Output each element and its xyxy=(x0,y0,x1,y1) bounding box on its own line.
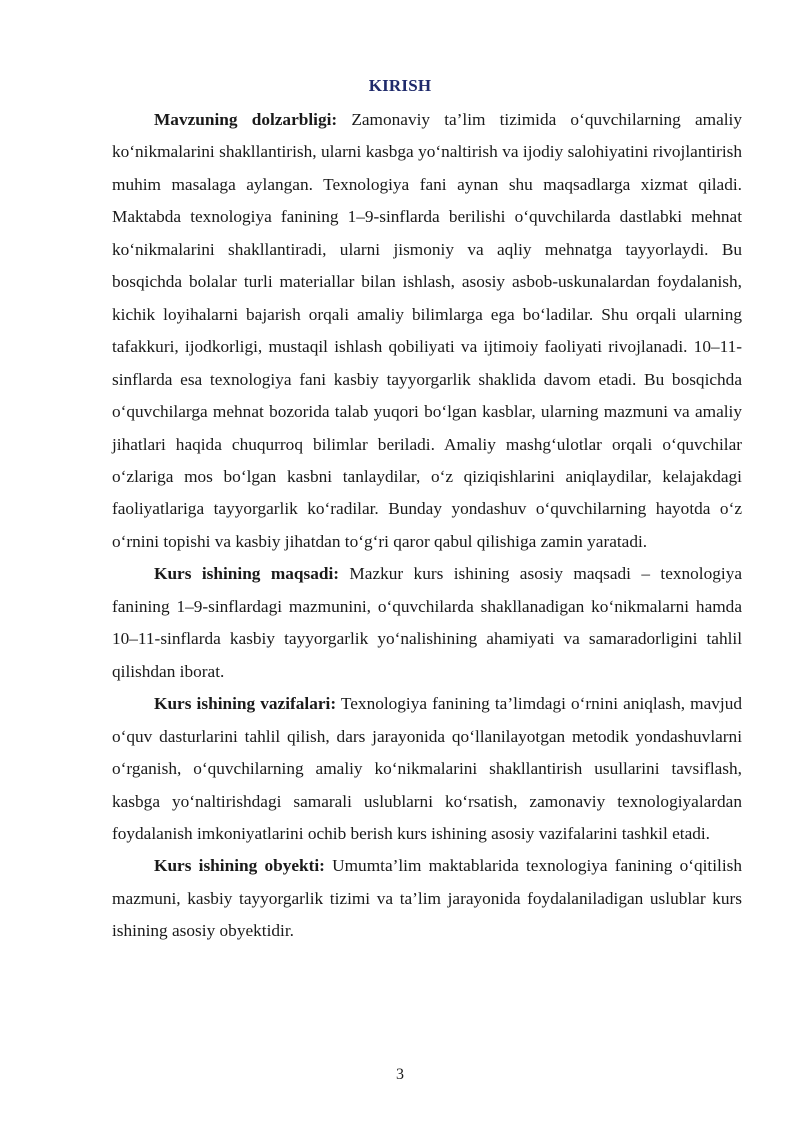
paragraph-lead: Mavzuning dolzarbligi: xyxy=(154,110,338,129)
paragraph-lead: Kurs ishining vazifalari: xyxy=(154,694,337,714)
paragraph-tasks xyxy=(112,688,742,850)
paragraph-text: Zamonaviy ta’lim tizimida o‘quvchilarning amaliy ko‘nikmalarini shakllantirish, ularni kasbga yo‘naltirish va ijodiy salohiyatini rivojlantirish muhim masalaga aylangan. Texnologiya fani aynan shu maqsadlarga xizmat qiladi. Maktabda texnologiya fanining 1–9-sinflarda berilishi o‘quvchilarda dastlabki mehnat ko‘nikmalarini shakllantiradi, ularni jismoniy va aqliy mehnatga tayyorlaydi. Bu bosqichda bolalar turli materiallar bilan ishlash, asosiy asbob-uskunalardan foydalanish, kichik loyihalarni bajarish orqali amaliy bilimlarga ega bo‘ladilar. Shu orqali ularning tafakkuri, ijodkorligi, mustaqil ishlash qobiliyati va ijtimoiy faoliyati rivojlanadi. 10–11-sinflarda esa texnologiya fani kasbiy tayyorgarlik shaklida davom etadi. Bu bosqichda o‘quvchilarga mehnat bozorida talab yuqori bo‘lgan kasblar, ularning mazmuni va amaliy jihatlari haqida chuqurroq bilimlar beriladi. Amaliy mashg‘ulotlar orqali o‘quvchilar o‘zlariga mos bo‘lgan kasbni tanlaydilar, o‘z qiziqishlarini aniqlaydilar, kelajakdagi faoliyatlariga tayyorgarlik ko‘radilar. Bunday yondashuv o‘quvchilarning hayotda o‘z o‘rnini topishi va kasbiy jihatdan to‘g‘ri qaror qabul qilishiga zamin yaratadi. xyxy=(112,110,742,551)
paragraph-text: Texnologiya fanining ta’limdagi o‘rnini aniqlash, mavjud o‘quv dasturlarini tahlil qilish, dars jarayonida qo‘llanilayotgan metodik yondashuvlarni o‘rganish, o‘quvchilarning amaliy ko‘nikmalarini shakllantirish usullarini tavsiflash, kasbga yo‘naltirishdagi samarali uslublarni ko‘rsatish, zamonaviy texnologiyalardan foydalanish imkoniyatlarini ochib berish kurs ishining asosiy vazifalarini tashkil etadi. xyxy=(112,694,743,843)
paragraph-text: Umumta’lim maktablarida texnologiya fanining o‘qitilish mazmuni, kasbiy tayyorgarlik tizimi va ta’lim jarayonida foydalaniladigan uslublar kurs ishining asosiy obyektidir. xyxy=(112,856,742,941)
paragraph-text: Mazkur kurs ishining asosiy maqsadi – texnologiya fanining 1–9-sinflardagi mazmunini, o‘quvchilarda shakllanadigan ko‘nikmalarni hamda 10–11-sinflarda kasbiy tayyorgarlik yo‘nalishining ahamiyati va samaradorligini tahlil qilishdan iborat. xyxy=(112,564,743,681)
page-number: 3 xyxy=(396,1066,404,1083)
body-text xyxy=(112,104,742,948)
paragraph-lead: Kurs ishining maqsadi: xyxy=(154,564,340,584)
paragraph-lead: Kurs ishining obyekti: xyxy=(154,856,325,876)
paragraph-goal xyxy=(112,558,742,688)
paragraph-object xyxy=(112,850,742,947)
paragraph-relevance xyxy=(112,104,742,558)
section-title: KIRISH xyxy=(368,76,432,95)
